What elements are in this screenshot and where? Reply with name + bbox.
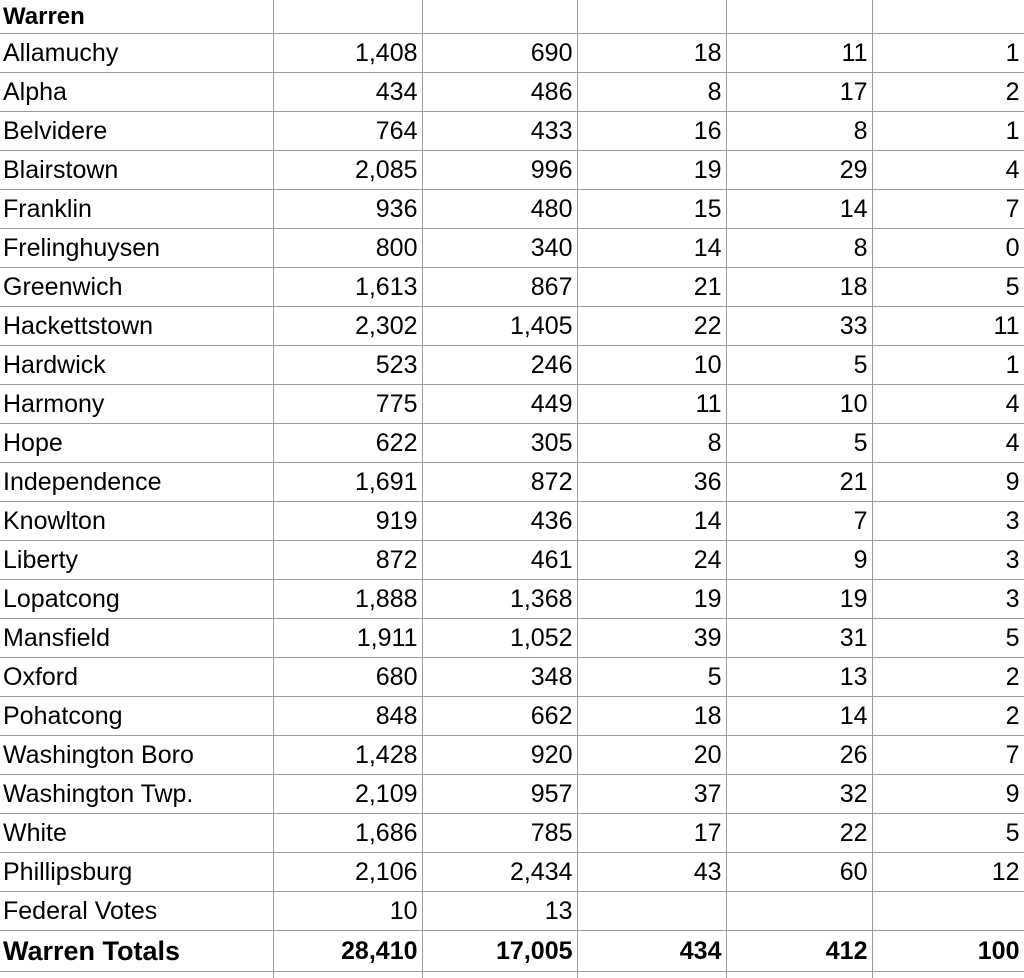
municipality-name[interactable]: Lopatcong: [0, 580, 273, 619]
totals-row: [0, 931, 1024, 972]
value-cell-col-3[interactable]: 10: [577, 346, 726, 385]
value-cell-col-4[interactable]: 17: [726, 73, 872, 112]
value-cell-col-2[interactable]: 920: [422, 736, 577, 775]
value-cell-col-5[interactable]: 11: [872, 307, 1024, 346]
value-cell-col-2[interactable]: 1,052: [422, 619, 577, 658]
municipality-name[interactable]: Oxford: [0, 658, 273, 697]
value-cell-col-1[interactable]: 680: [273, 658, 422, 697]
value-cell-col-1[interactable]: 775: [273, 385, 422, 424]
value-cell-col-2[interactable]: 246: [422, 346, 577, 385]
value-cell-col-5[interactable]: 4: [872, 151, 1024, 190]
table-row: [0, 190, 1024, 229]
value-cell-col-1[interactable]: 1,911: [273, 619, 422, 658]
value-cell-col-2[interactable]: 461: [422, 541, 577, 580]
table-row: [0, 229, 1024, 268]
value-cell-col-2[interactable]: 996: [422, 151, 577, 190]
empty-cell: [872, 972, 1024, 978]
table-row: [0, 463, 1024, 502]
value-cell-col-3[interactable]: 16: [577, 112, 726, 151]
value-cell-col-5[interactable]: 2: [872, 658, 1024, 697]
value-cell-col-4[interactable]: 26: [726, 736, 872, 775]
value-cell-col-3[interactable]: 18: [577, 34, 726, 73]
value-cell-col-1[interactable]: 1,691: [273, 463, 422, 502]
value-cell-col-3[interactable]: 36: [577, 463, 726, 502]
value-cell-col-5[interactable]: 5: [872, 619, 1024, 658]
table-row: [0, 73, 1024, 112]
value-cell-col-2[interactable]: 785: [422, 814, 577, 853]
value-cell-col-5[interactable]: 5: [872, 268, 1024, 307]
municipality-name[interactable]: Alpha: [0, 73, 273, 112]
value-cell-col-2[interactable]: 662: [422, 697, 577, 736]
value-cell-col-4[interactable]: 5: [726, 424, 872, 463]
value-cell-col-5[interactable]: 7: [872, 736, 1024, 775]
value-cell-col-1[interactable]: 622: [273, 424, 422, 463]
value-cell-col-1[interactable]: 2,085: [273, 151, 422, 190]
value-cell-col-2[interactable]: 1,368: [422, 580, 577, 619]
value-cell-col-5[interactable]: 0: [872, 229, 1024, 268]
municipality-name[interactable]: Federal Votes: [0, 892, 273, 931]
value-cell-col-1[interactable]: 936: [273, 190, 422, 229]
value-cell-col-2[interactable]: 480: [422, 190, 577, 229]
value-cell-col-3[interactable]: 39: [577, 619, 726, 658]
value-cell-col-3[interactable]: 5: [577, 658, 726, 697]
municipality-name[interactable]: White: [0, 814, 273, 853]
value-cell-col-4[interactable]: 10: [726, 385, 872, 424]
municipality-name[interactable]: Mansfield: [0, 619, 273, 658]
municipality-name[interactable]: Knowlton: [0, 502, 273, 541]
table-row: [0, 112, 1024, 151]
value-cell-col-2[interactable]: 17,005: [422, 931, 577, 972]
table-row: [0, 697, 1024, 736]
municipality-name[interactable]: Blairstown: [0, 151, 273, 190]
value-cell-col-5[interactable]: 2: [872, 697, 1024, 736]
table-row: [0, 346, 1024, 385]
municipality-name[interactable]: Frelinghuysen: [0, 229, 273, 268]
value-cell-col-4[interactable]: [726, 892, 872, 931]
value-cell-col-4[interactable]: 60: [726, 853, 872, 892]
value-cell-col-1[interactable]: 1,686: [273, 814, 422, 853]
value-cell-col-3[interactable]: 19: [577, 151, 726, 190]
value-cell-col-2[interactable]: 957: [422, 775, 577, 814]
county-title[interactable]: Warren: [0, 0, 273, 34]
value-cell-col-5[interactable]: 3: [872, 580, 1024, 619]
value-cell-col-2[interactable]: 340: [422, 229, 577, 268]
value-cell-col-5[interactable]: 1: [872, 112, 1024, 151]
table-row: [0, 268, 1024, 307]
value-cell-col-2[interactable]: 2,434: [422, 853, 577, 892]
value-cell-col-3[interactable]: 20: [577, 736, 726, 775]
value-cell-col-1[interactable]: 10: [273, 892, 422, 931]
value-cell-col-1[interactable]: 2,109: [273, 775, 422, 814]
value-cell-col-1[interactable]: 434: [273, 73, 422, 112]
empty-cell[interactable]: [273, 0, 422, 34]
value-cell-col-2[interactable]: 867: [422, 268, 577, 307]
value-cell-col-4[interactable]: 14: [726, 190, 872, 229]
value-cell-col-3[interactable]: 19: [577, 580, 726, 619]
empty-cell: [726, 972, 872, 978]
value-cell-col-4[interactable]: 29: [726, 151, 872, 190]
municipality-name[interactable]: Pohatcong: [0, 697, 273, 736]
value-cell-col-3[interactable]: 434: [577, 931, 726, 972]
empty-cell[interactable]: [872, 0, 1024, 34]
municipality-name[interactable]: Hackettstown: [0, 307, 273, 346]
county-header-row: [0, 0, 1024, 34]
value-cell-col-3[interactable]: 17: [577, 814, 726, 853]
value-cell-col-2[interactable]: 13: [422, 892, 577, 931]
value-cell-col-2[interactable]: 433: [422, 112, 577, 151]
empty-cell: [577, 972, 726, 978]
table-row: [0, 424, 1024, 463]
value-cell-col-3[interactable]: 8: [577, 424, 726, 463]
table-row: [0, 151, 1024, 190]
value-cell-col-1[interactable]: 1,613: [273, 268, 422, 307]
value-cell-col-4[interactable]: 13: [726, 658, 872, 697]
value-cell-col-4[interactable]: 5: [726, 346, 872, 385]
municipality-name[interactable]: Harmony: [0, 385, 273, 424]
table-row: [0, 814, 1024, 853]
value-cell-col-1[interactable]: 523: [273, 346, 422, 385]
value-cell-col-4[interactable]: 8: [726, 112, 872, 151]
value-cell-col-1[interactable]: 2,106: [273, 853, 422, 892]
value-cell-col-3[interactable]: 15: [577, 190, 726, 229]
value-cell-col-3[interactable]: [577, 892, 726, 931]
value-cell-col-4[interactable]: 412: [726, 931, 872, 972]
municipality-name[interactable]: Liberty: [0, 541, 273, 580]
value-cell-col-4[interactable]: 8: [726, 229, 872, 268]
value-cell-col-5[interactable]: 100: [872, 931, 1024, 972]
value-cell-col-5[interactable]: 12: [872, 853, 1024, 892]
value-cell-col-4[interactable]: 18: [726, 268, 872, 307]
value-cell-col-5[interactable]: 4: [872, 385, 1024, 424]
value-cell-col-1[interactable]: 848: [273, 697, 422, 736]
value-cell-col-4[interactable]: 22: [726, 814, 872, 853]
value-cell-col-1[interactable]: 800: [273, 229, 422, 268]
table-row: [0, 853, 1024, 892]
value-cell-col-1[interactable]: 1,888: [273, 580, 422, 619]
value-cell-col-3[interactable]: 43: [577, 853, 726, 892]
value-cell-col-3[interactable]: 8: [577, 73, 726, 112]
municipality-name[interactable]: Independence: [0, 463, 273, 502]
table-row: [0, 541, 1024, 580]
value-cell-col-2[interactable]: 1,405: [422, 307, 577, 346]
value-cell-col-4[interactable]: 19: [726, 580, 872, 619]
municipality-name[interactable]: Franklin: [0, 190, 273, 229]
value-cell-col-1[interactable]: 1,408: [273, 34, 422, 73]
value-cell-col-5[interactable]: 5: [872, 814, 1024, 853]
value-cell-col-4[interactable]: 31: [726, 619, 872, 658]
value-cell-col-2[interactable]: 436: [422, 502, 577, 541]
municipality-name[interactable]: Washington Boro: [0, 736, 273, 775]
table-row: [0, 658, 1024, 697]
value-cell-col-2[interactable]: 690: [422, 34, 577, 73]
value-cell-col-2[interactable]: 486: [422, 73, 577, 112]
value-cell-col-2[interactable]: 449: [422, 385, 577, 424]
value-cell-col-5[interactable]: 1: [872, 346, 1024, 385]
table-row: [0, 34, 1024, 73]
table-row: [0, 502, 1024, 541]
value-cell-col-1[interactable]: 764: [273, 112, 422, 151]
value-cell-col-3[interactable]: 14: [577, 229, 726, 268]
value-cell-col-3[interactable]: 24: [577, 541, 726, 580]
value-cell-col-3[interactable]: 22: [577, 307, 726, 346]
value-cell-col-5[interactable]: 3: [872, 541, 1024, 580]
value-cell-col-5[interactable]: 3: [872, 502, 1024, 541]
value-cell-col-2[interactable]: 348: [422, 658, 577, 697]
value-cell-col-3[interactable]: 37: [577, 775, 726, 814]
totals-label[interactable]: Warren Totals: [0, 931, 273, 972]
value-cell-col-1[interactable]: 1,428: [273, 736, 422, 775]
value-cell-col-2[interactable]: 305: [422, 424, 577, 463]
value-cell-col-3[interactable]: 21: [577, 268, 726, 307]
value-cell-col-4[interactable]: 14: [726, 697, 872, 736]
empty-cell[interactable]: [726, 0, 872, 34]
value-cell-col-1[interactable]: 2,302: [273, 307, 422, 346]
value-cell-col-3[interactable]: 18: [577, 697, 726, 736]
value-cell-col-1[interactable]: 919: [273, 502, 422, 541]
municipality-name[interactable]: Allamuchy: [0, 34, 273, 73]
value-cell-col-4[interactable]: 32: [726, 775, 872, 814]
value-cell-col-5[interactable]: 9: [872, 463, 1024, 502]
table-row: [0, 580, 1024, 619]
municipality-name[interactable]: Belvidere: [0, 112, 273, 151]
municipality-name[interactable]: Greenwich: [0, 268, 273, 307]
value-cell-col-5[interactable]: 1: [872, 34, 1024, 73]
value-cell-col-4[interactable]: 7: [726, 502, 872, 541]
value-cell-col-4[interactable]: 9: [726, 541, 872, 580]
table-row: [0, 619, 1024, 658]
value-cell-col-5[interactable]: 7: [872, 190, 1024, 229]
value-cell-col-3[interactable]: 14: [577, 502, 726, 541]
municipality-name[interactable]: Hardwick: [0, 346, 273, 385]
municipality-name[interactable]: Hope: [0, 424, 273, 463]
table-row: [0, 307, 1024, 346]
empty-cell: [273, 972, 422, 978]
partial-row: [0, 972, 1024, 978]
municipality-name[interactable]: Phillipsburg: [0, 853, 273, 892]
value-cell-col-4[interactable]: 11: [726, 34, 872, 73]
value-cell-col-1[interactable]: 872: [273, 541, 422, 580]
municipality-name[interactable]: Washington Twp.: [0, 775, 273, 814]
value-cell-col-3[interactable]: 11: [577, 385, 726, 424]
table-row: [0, 736, 1024, 775]
value-cell-col-4[interactable]: 33: [726, 307, 872, 346]
value-cell-col-2[interactable]: 872: [422, 463, 577, 502]
value-cell-col-4[interactable]: 21: [726, 463, 872, 502]
value-cell-col-5[interactable]: 9: [872, 775, 1024, 814]
empty-cell: [0, 972, 273, 978]
table-row: [0, 775, 1024, 814]
value-cell-col-1[interactable]: 28,410: [273, 931, 422, 972]
empty-cell: [422, 972, 577, 978]
value-cell-col-5[interactable]: 2: [872, 73, 1024, 112]
empty-cell[interactable]: [422, 0, 577, 34]
value-cell-col-5[interactable]: [872, 892, 1024, 931]
empty-cell[interactable]: [577, 0, 726, 34]
value-cell-col-5[interactable]: 4: [872, 424, 1024, 463]
table-row: [0, 385, 1024, 424]
table-row: [0, 892, 1024, 931]
